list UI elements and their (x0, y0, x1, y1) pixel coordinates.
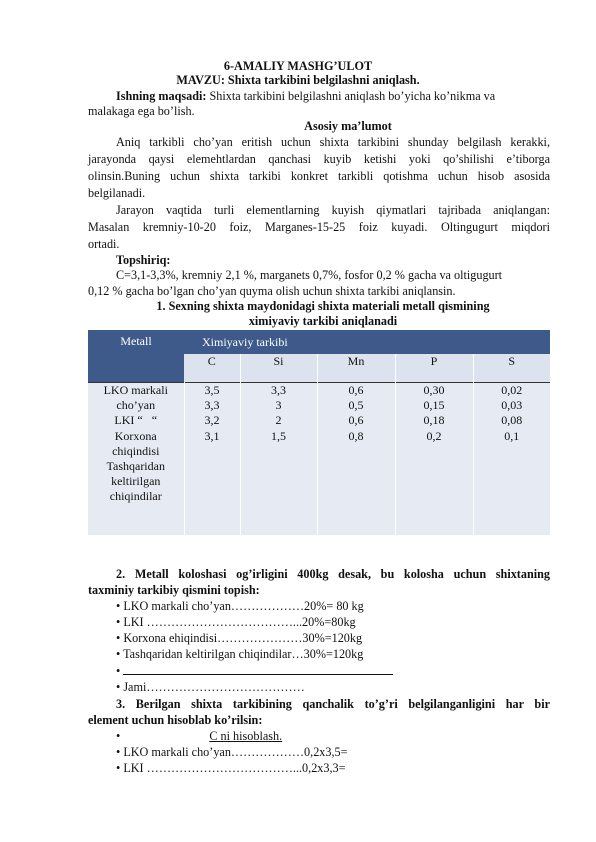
section-3-line-1: 3. Berilgan shixta tarkibining qanchalik to’g’ri belgilanganligini har bir (116, 697, 550, 711)
p-value: 0,15 (423, 398, 445, 413)
list-item: • Jami………………………………… (116, 680, 305, 694)
goal-line (116, 89, 495, 104)
si-value: 3 (275, 398, 282, 413)
c-value: 3,2 (204, 413, 220, 428)
metal-line: chiqindilar (109, 489, 162, 504)
list-item: • Korxona ehiqindisi…………………30%=120kg (116, 631, 363, 645)
bullet: • (116, 729, 124, 743)
blank-underline (123, 663, 393, 675)
list-item: • LKO markali cho’yan………………0,2x3,5= (116, 745, 348, 759)
p-cell (395, 383, 473, 536)
paragraph-2-line-2: Masalan kremniy-10-20 foiz, Marganes-15-25 foiz kuyadi. Oltingugurt miqdori (88, 220, 550, 234)
col-header-p: P (395, 354, 473, 383)
metal-line: LKO markali (103, 383, 168, 397)
section-2-line-2: taxminiy tarkibiy qismini topish: (88, 583, 260, 597)
mn-value: 0,6 (348, 383, 364, 397)
list-item: • LKO markali cho’yan………………20%= 80 kg (116, 599, 364, 613)
bullet: • (116, 664, 124, 678)
c-value: 3,5 (204, 383, 220, 397)
s-value: 0,1 (504, 428, 520, 443)
metal-header: Metall (88, 330, 184, 383)
mn-value: 0,5 (348, 398, 364, 413)
col-header-mn: Mn (317, 354, 395, 383)
list-item: • LKI ………………………………...20%=80kg (116, 615, 356, 629)
paragraph-1-line-3: olinsin.Buning uchun shixta tarkibi konkret tarkibli qotishma uchun hisob asosida (88, 169, 550, 183)
c-value: 3,3 (204, 398, 220, 413)
goal-label: Ishning maqsadi: (116, 89, 207, 103)
task-label: Topshiriq: (116, 253, 171, 267)
paragraph-1-line-1: Aniq tarkibli cho’yan eritish uchun shixta tarkibini shunday belgilash kerakki, (116, 135, 550, 149)
table-header-row (88, 330, 550, 354)
page-title: 6-AMALIY MASHG’ULOT (223, 59, 373, 73)
paragraph-1-line-4: belgilanadi. (88, 186, 146, 200)
metal-cell (88, 383, 184, 536)
section-1-heading-line-2: ximiyaviy tarkibi aniqlanadi (248, 314, 398, 328)
p-value: 0,2 (426, 428, 442, 443)
chem-header: Ximiyaviy tarkibi (184, 330, 550, 354)
col-header-c: C (184, 354, 240, 383)
col-header-si: Si (240, 354, 317, 383)
goal-line-2: malakaga ega bo’lish. (88, 104, 195, 118)
si-cell (240, 383, 317, 536)
section-1-heading-line-1: 1. Sexning shixta maydonidagi shixta materiali metall qismining (156, 299, 490, 313)
metal-line: keltirilgan (111, 474, 161, 489)
task-line-1: C=3,1-3,3%, kremniy 2,1 %, marganets 0,7%, fosfor 0,2 % gacha va oltigugurt (116, 268, 503, 282)
paragraph-1-line-2: jarayonda qaysi elemehtlardan qanchasi kuyib ketishi yoki qo’shilishi e’tiborga (88, 152, 550, 166)
mn-value: 0,8 (348, 428, 364, 443)
table-row (88, 383, 550, 536)
main-info-heading: Asosiy ma’lumot (304, 119, 392, 133)
si-value: 1,5 (271, 428, 286, 443)
p-value: 0,18 (423, 413, 445, 428)
paragraph-2-line-3: ortadi. (88, 237, 120, 251)
s-value: 0,08 (501, 413, 523, 428)
list-item: • LKI ………………………………...0,2x3,3= (116, 761, 346, 775)
p-value: 0,30 (423, 383, 445, 397)
c-cell (184, 383, 240, 536)
metal-line: Tashqaridan (106, 459, 165, 474)
c-calc-heading: C ni hisoblash. (209, 729, 283, 743)
chemical-composition-table (88, 330, 550, 535)
paragraph-2-line-1: Jarayon vaqtida turli elementlarning kuyish qiymatlari tajribada aniqlangan: (116, 203, 550, 217)
list-item-blank (116, 663, 393, 679)
list-item: • Tashqaridan keltirilgan chiqindilar…30%=120kg (116, 647, 364, 661)
list-item-underlined (116, 729, 282, 744)
goal-text: Shixta tarkibini belgilashni aniqlash bo’yicha ko’nikma va (206, 89, 496, 103)
metal-line: chiqindisi (112, 443, 160, 458)
section-2-line-1: 2. Metall koloshasi og’irligini 400kg desak, bu kolosha uchun shixtaning (116, 567, 550, 581)
metal-line: Korxona (114, 428, 157, 443)
si-value: 3,3 (271, 383, 286, 397)
metal-line: LKI “ “ (114, 413, 158, 428)
section-3-line-2: element uchun hisoblab ko’rilsin: (88, 713, 263, 727)
c-value: 3,1 (204, 428, 220, 443)
s-value: 0,02 (501, 383, 523, 397)
metal-line: cho’yan (116, 398, 156, 413)
si-value: 2 (275, 413, 282, 428)
col-header-s: S (473, 354, 550, 383)
topic-line: MAVZU: Shixta tarkibini belgilashni aniqlash. (176, 73, 420, 87)
s-cell (473, 383, 550, 536)
task-line-2: 0,12 % gacha bo’lgan cho’yan quyma olish uchun shixta tarkibi aniqlansin. (88, 284, 456, 298)
mn-cell (317, 383, 395, 536)
mn-value: 0,6 (348, 413, 364, 428)
s-value: 0,03 (501, 398, 523, 413)
